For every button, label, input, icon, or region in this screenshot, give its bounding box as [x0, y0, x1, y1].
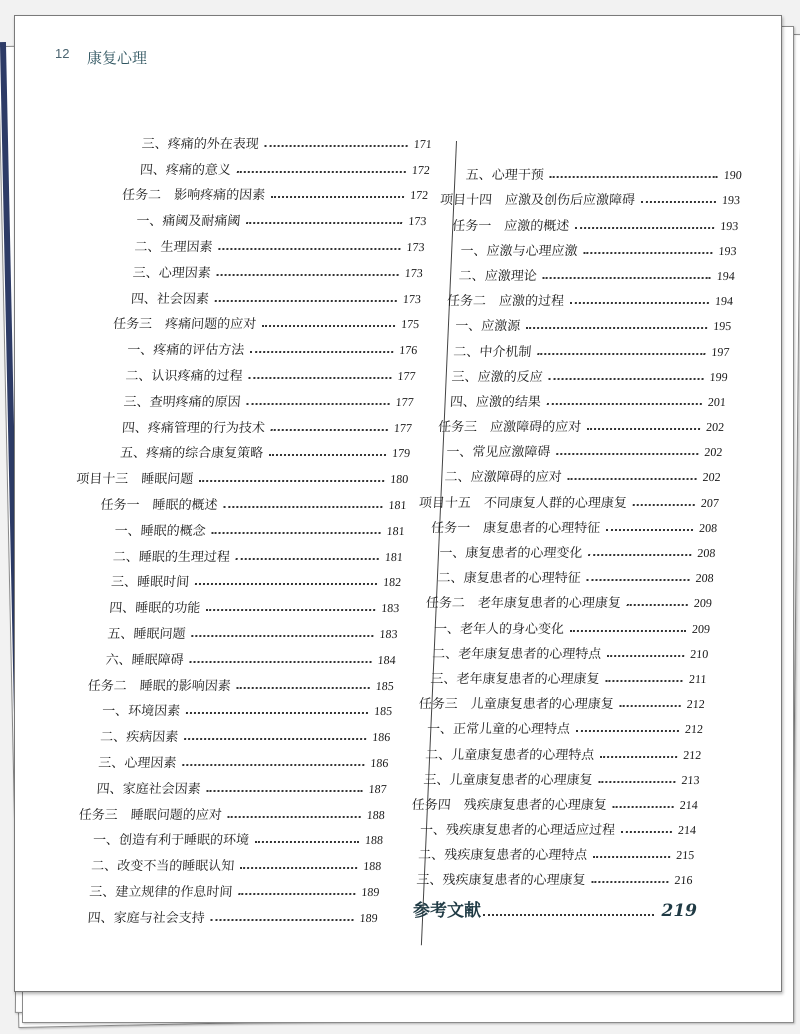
dot-leader [217, 274, 399, 276]
toc-entry-section[interactable] [401, 737, 703, 762]
toc-entry-label: 四、应激的结果 [449, 394, 542, 410]
toc-entry-section[interactable] [69, 565, 403, 591]
page-number: 12 [55, 46, 70, 61]
dot-leader [613, 806, 674, 808]
toc-entry-label: 一、创造有利于睡眠的环境 [92, 833, 250, 849]
toc-entry-task[interactable] [87, 307, 421, 333]
toc-entry-label: 二、残疾康复患者的心理特点 [417, 848, 588, 864]
toc-entry-page: 183 [380, 601, 400, 616]
toc-entry-label: 一、残疾康复患者的心理适应过程 [419, 823, 616, 839]
toc-entry-page: 212 [682, 747, 702, 762]
dot-leader [593, 856, 670, 858]
toc-entry-label: 三、睡眠时间 [110, 575, 190, 591]
dot-leader [586, 579, 689, 581]
toc-entry-page: 194 [716, 268, 736, 283]
toc-entry-page: 172 [409, 188, 429, 203]
toc-entry-page: 188 [364, 833, 384, 848]
dot-leader [570, 630, 686, 632]
toc-entry-page: 172 [411, 162, 431, 177]
dot-leader [206, 609, 375, 611]
toc-entry-section[interactable] [94, 203, 428, 229]
toc-entry-section[interactable] [408, 637, 710, 662]
toc-entry-section[interactable] [420, 460, 722, 485]
toc-entry-label: 三、残疾康复患者的心理康复 [415, 873, 586, 889]
toc-entry-page: 183 [378, 626, 398, 641]
toc-entry-label: 三、疼痛的外在表现 [141, 136, 260, 152]
dot-leader [184, 738, 366, 740]
toc-entry-label: 二、应激障碍的应对 [444, 470, 563, 486]
toc-entry-page: 193 [721, 193, 741, 208]
toc-entry-label: 一、老年人的身心变化 [433, 621, 565, 637]
toc-entry-label: 一、常见应激障碍 [445, 445, 551, 461]
dot-leader [250, 351, 393, 353]
toc-entry-label: 项目十三 睡眠问题 [75, 472, 194, 488]
dot-leader [550, 176, 718, 178]
toc-entry-page: 177 [397, 368, 417, 383]
toc-entry-page: 177 [395, 394, 415, 409]
dot-leader [588, 554, 691, 556]
toc-entry-page: 212 [686, 697, 706, 712]
toc-entry-section[interactable] [56, 745, 390, 771]
dot-leader [215, 300, 397, 302]
toc-entry-section[interactable] [427, 360, 729, 385]
toc-entry-task[interactable] [52, 797, 386, 823]
toc-entry-page: 208 [698, 520, 718, 535]
toc-entry-label: 一、疼痛的评估方法 [126, 343, 245, 359]
toc-entry-label: 四、睡眠的功能 [108, 601, 201, 617]
toc-entry-section[interactable] [410, 611, 712, 636]
dot-leader [262, 325, 395, 327]
toc-entry-label: 参考文献 [413, 901, 481, 921]
dot-leader [236, 558, 379, 560]
toc-entry-label: 五、睡眠问题 [106, 626, 186, 642]
toc-entry-task[interactable] [432, 284, 734, 309]
toc-entry-label: 四、疼痛的意义 [139, 162, 232, 178]
toc-entry-page: 202 [702, 470, 722, 485]
toc-entry-section[interactable] [63, 642, 397, 668]
toc-entry-section[interactable] [70, 539, 404, 565]
dot-leader [570, 302, 709, 304]
dot-leader [633, 504, 695, 506]
toc-entry-project[interactable] [439, 183, 741, 208]
toc-entry-label: 四、家庭与社会支持 [87, 910, 206, 926]
toc-entry-page: 202 [705, 420, 725, 435]
toc-entry-label: 二、儿童康复患者的心理特点 [424, 747, 595, 763]
toc-entry-section[interactable] [413, 561, 715, 586]
dot-leader [195, 583, 377, 585]
toc-entry-section[interactable] [72, 513, 406, 539]
toc-entry-section[interactable] [99, 126, 433, 152]
dot-leader [620, 705, 681, 707]
toc-entry-task[interactable] [96, 178, 430, 204]
toc-entry-section[interactable] [85, 332, 419, 358]
toc-entry-task[interactable] [411, 586, 713, 611]
toc-entry-section[interactable] [81, 384, 415, 410]
toc-entry-label: 三、心理因素 [97, 755, 177, 771]
toc-entry-label: 项目十五 不同康复人群的心理康复 [418, 495, 628, 511]
toc-entry-section[interactable] [47, 874, 381, 900]
toc-entry-page: 187 [368, 781, 388, 796]
toc-entry-section[interactable] [45, 900, 379, 926]
toc-entry-page: 186 [369, 755, 389, 770]
toc-entry-label: 任务一 睡眠的概述 [99, 497, 219, 513]
dot-leader [206, 790, 362, 792]
dot-leader [607, 655, 684, 657]
toc-entry-page: 216 [673, 873, 693, 888]
toc-entry-page: 177 [393, 420, 413, 435]
dot-leader [587, 428, 700, 430]
dot-leader [605, 680, 683, 682]
dot-leader [627, 604, 688, 606]
toc-entry-section[interactable] [425, 385, 727, 410]
toc-entry-page: 194 [714, 294, 734, 309]
dot-leader [271, 429, 388, 431]
toc-entry-page: 199 [709, 369, 729, 384]
toc-entry-page: 173 [404, 265, 424, 280]
toc-entry-section[interactable] [88, 281, 422, 307]
toc-entry-page: 173 [407, 214, 427, 229]
dot-leader [246, 222, 402, 224]
toc-entry-page: 184 [377, 652, 397, 667]
dot-leader [237, 687, 370, 689]
toc-entry-label: 四、社会因素 [130, 291, 210, 307]
dot-leader [483, 914, 654, 916]
toc-entry-label: 二、睡眠的生理过程 [112, 549, 231, 565]
dot-leader [547, 403, 702, 405]
toc-entry-label: 项目十四 应激及创伤后应激障碍 [439, 193, 636, 209]
toc-entry-page: 215 [675, 848, 695, 863]
book-title: 康复心理 [87, 49, 148, 67]
toc-entry-label: 三、儿童康复患者的心理康复 [422, 772, 594, 788]
dot-leader [575, 227, 714, 229]
toc-entry-label: 一、痛阈及耐痛阈 [135, 214, 241, 230]
toc-entry-task[interactable] [404, 687, 706, 712]
dot-leader [543, 277, 711, 279]
toc-entry-section[interactable] [431, 309, 733, 334]
dot-leader [218, 248, 400, 250]
toc-entry-label: 二、改变不当的睡眠认知 [90, 859, 235, 875]
toc-entry-label: 任务一 康复患者的心理特征 [430, 520, 601, 536]
toc-entry-page: 213 [681, 772, 701, 787]
toc-entry-section[interactable] [58, 719, 392, 745]
toc-entry-section[interactable] [79, 410, 413, 436]
toc-entry-page: 214 [677, 823, 697, 838]
toc-entry-section[interactable] [392, 863, 694, 888]
dot-leader [228, 816, 361, 818]
toc-entry-section[interactable] [67, 590, 401, 616]
toc-entry-section[interactable] [415, 536, 717, 561]
toc-entry-section[interactable] [92, 229, 426, 255]
toc-entry-page: 209 [691, 621, 711, 636]
toc-entry-page: 189 [359, 910, 379, 925]
toc-entry-label: 三、建立规律的作息时间 [88, 884, 233, 900]
toc-entry-page: 188 [362, 859, 382, 874]
toc-entry-page: 171 [413, 136, 433, 151]
toc-entry-project[interactable] [76, 461, 410, 487]
toc-entry-label: 二、生理因素 [133, 239, 214, 255]
toc-entry-label: 任务二 应激的过程 [446, 294, 565, 310]
toc-entry-page: 219 [661, 901, 697, 921]
dot-leader [591, 881, 668, 883]
toc-entry-page: 210 [689, 646, 709, 661]
toc-entry-page: 185 [373, 704, 393, 719]
toc-entry-references[interactable] [413, 896, 697, 921]
toc-entry-page: 214 [679, 797, 699, 812]
toc-entry-page: 180 [389, 472, 409, 487]
toc-entry-section[interactable] [434, 259, 736, 284]
dot-leader [526, 327, 707, 329]
toc-entry-section[interactable] [395, 813, 697, 838]
dot-leader [576, 730, 679, 732]
toc-entry-page: 182 [382, 575, 402, 590]
toc-entry-task[interactable] [74, 487, 408, 513]
dot-leader [223, 506, 382, 508]
toc-entry-section[interactable] [436, 234, 738, 259]
toc-entry-page: 208 [695, 571, 715, 586]
dot-leader [248, 377, 391, 379]
dot-leader [240, 867, 357, 869]
dot-leader [549, 378, 704, 380]
toc-entry-page: 173 [406, 239, 426, 254]
toc-entry-label: 五、心理干预 [465, 168, 545, 184]
toc-entry-page: 176 [398, 343, 418, 358]
toc-entry-section[interactable] [60, 694, 394, 720]
dot-leader [199, 480, 384, 482]
toc-entry-section[interactable] [65, 616, 399, 642]
toc-entry-page: 193 [718, 243, 738, 258]
dot-leader [269, 454, 386, 456]
toc-entry-section[interactable] [402, 712, 704, 737]
toc-left-column [45, 126, 433, 926]
toc-entry-label: 任务四 残疾康复患者的心理康复 [411, 797, 608, 813]
dot-leader [182, 764, 364, 766]
toc-entry-page: 189 [360, 884, 380, 899]
toc-entry-label: 四、疼痛管理的行为技术 [121, 420, 266, 436]
toc-entry-label: 任务二 影响疼痛的因素 [121, 188, 266, 204]
toc-entry-page: 197 [710, 344, 730, 359]
toc-entry-section[interactable] [78, 436, 412, 462]
dot-leader [189, 661, 371, 663]
toc-entry-section[interactable] [399, 763, 701, 788]
toc-entry-page: 201 [707, 394, 727, 409]
toc-entry-task[interactable] [61, 668, 395, 694]
toc-entry-section[interactable] [54, 771, 388, 797]
toc-entry-section[interactable] [49, 848, 383, 874]
toc-entry-label: 五、疼痛的综合康复策略 [119, 446, 264, 462]
toc-entry-label: 二、应激理论 [458, 268, 538, 284]
toc-entry-task[interactable] [424, 410, 726, 435]
toc-entry-label: 二、康复患者的心理特征 [437, 571, 582, 587]
toc-entry-label: 一、应激与心理应激 [459, 243, 579, 259]
toc-entry-page: 208 [696, 546, 716, 560]
toc-entry-page: 175 [400, 317, 420, 332]
toc-entry-label: 二、疾病因素 [99, 730, 179, 746]
toc-entry-page: 188 [366, 807, 386, 822]
toc-entry-label: 三、查明疼痛的原因 [123, 394, 242, 410]
dot-leader [255, 841, 359, 843]
toc-entry-section[interactable] [50, 823, 384, 849]
toc-entry-label: 任务三 儿童康复患者的心理康复 [418, 697, 615, 713]
toc-entry-label: 任务一 应激的概述 [451, 218, 570, 234]
dot-leader [271, 196, 404, 198]
toc-entry-label: 四、家庭社会因素 [96, 781, 202, 797]
toc-entry-project[interactable] [418, 485, 720, 510]
toc-entry-section[interactable] [97, 152, 431, 178]
toc-entry-section[interactable] [83, 358, 417, 384]
dot-leader [237, 171, 406, 173]
dot-leader [210, 919, 353, 921]
toc-entry-page: 212 [684, 722, 704, 737]
dot-leader [641, 201, 716, 203]
toc-entry-section[interactable] [422, 435, 724, 460]
toc-entry-label: 三、应激的反应 [451, 369, 544, 385]
toc-entry-page: 202 [703, 445, 723, 460]
toc-entry-label: 三、老年康复患者的心理康复 [430, 671, 601, 687]
toc-entry-label: 任务三 应激障碍的应对 [437, 420, 582, 436]
toc-entry-page: 193 [719, 218, 739, 233]
toc-entry-task[interactable] [417, 511, 719, 536]
toc-entry-label: 一、环境因素 [101, 704, 181, 720]
toc-entry-page: 181 [384, 549, 404, 564]
toc-entry-task[interactable] [397, 788, 699, 813]
toc-entry-label: 任务三 睡眠问题的应对 [78, 807, 223, 823]
dot-leader [621, 831, 672, 833]
toc-entry-label: 一、正常儿童的心理特点 [426, 722, 571, 738]
dot-leader [212, 532, 381, 534]
toc-entry-page: 207 [700, 495, 720, 510]
toc-entry-section[interactable] [406, 662, 708, 687]
dot-leader [583, 252, 712, 254]
toc-entry-section[interactable] [394, 838, 696, 863]
dot-leader [556, 453, 698, 455]
dot-leader [598, 781, 675, 783]
toc-entry-label: 一、应激源 [454, 319, 521, 335]
toc-entry-page: 186 [371, 730, 391, 745]
toc-entry-label: 任务三 疼痛问题的应对 [112, 317, 257, 333]
toc-entry-label: 一、康复患者的心理变化 [438, 546, 583, 561]
toc-entry-task[interactable] [438, 208, 740, 233]
toc-entry-section[interactable] [90, 255, 424, 281]
dot-leader [567, 478, 696, 480]
toc-entry-label: 二、中介机制 [452, 344, 532, 360]
dot-leader [606, 529, 693, 531]
toc-entry-page: 185 [375, 678, 395, 693]
toc-entry-page: 195 [712, 319, 732, 334]
toc-entry-page: 179 [391, 446, 411, 461]
dot-leader [186, 712, 368, 714]
toc-page [14, 15, 782, 992]
toc-entry-page: 190 [723, 168, 743, 183]
dot-leader [247, 403, 390, 405]
toc-entry-label: 一、睡眠的概念 [114, 523, 207, 539]
toc-entry-label: 任务二 老年康复患者的心理康复 [425, 596, 622, 612]
dot-leader [600, 756, 677, 758]
dot-leader [265, 145, 408, 147]
toc-entry-page: 211 [688, 671, 708, 686]
toc-entry-label: 六、睡眠障碍 [105, 652, 185, 668]
toc-entry-page: 181 [388, 497, 407, 512]
dot-leader [537, 353, 705, 355]
dot-leader [191, 635, 373, 637]
dot-leader [238, 893, 355, 895]
toc-entry-page: 181 [386, 523, 406, 538]
toc-entry-label: 二、认识疼痛的过程 [124, 368, 244, 384]
toc-entry-label: 任务二 睡眠的影响因素 [87, 678, 232, 694]
toc-entry-section[interactable] [441, 158, 743, 183]
toc-entry-page: 209 [693, 596, 713, 611]
toc-entry-label: 二、老年康复患者的心理特点 [431, 646, 602, 662]
toc-entry-label: 三、心理因素 [132, 265, 212, 281]
toc-entry-section[interactable] [429, 334, 731, 359]
toc-entry-page: 173 [402, 291, 422, 306]
